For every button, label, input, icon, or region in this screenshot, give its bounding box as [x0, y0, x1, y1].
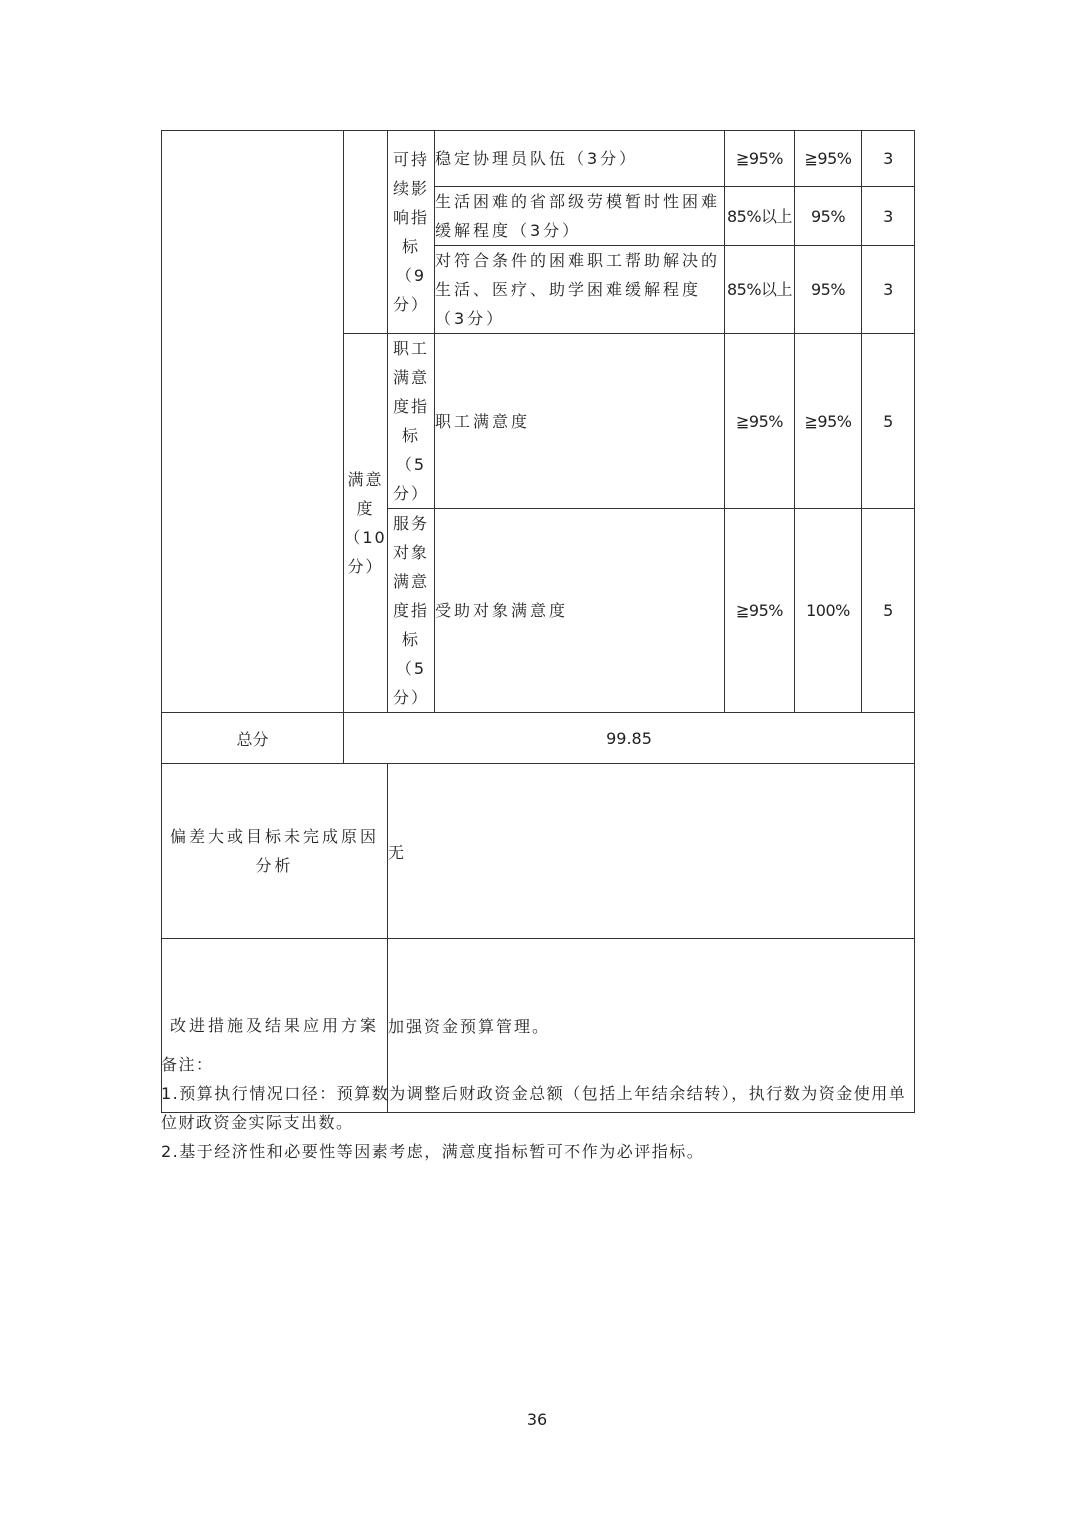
target-cell: 85%以上: [725, 246, 795, 334]
score-cell: 5: [862, 509, 915, 713]
score-cell: 3: [862, 246, 915, 334]
blank-cell: [344, 131, 388, 334]
deviation-value: 无: [388, 764, 915, 939]
notes: [161, 1050, 916, 1166]
total-value: 99.85: [344, 713, 915, 764]
blank-cell: [162, 131, 344, 713]
category-sustainable: 可持续影响指标（9分）: [388, 131, 435, 334]
indicator-cell: 生活困难的省部级劳模暂时性困难缓解程度（3分）: [435, 187, 725, 246]
page-number: 36: [526, 1410, 548, 1429]
category-satisfaction: 满意度（10分）: [344, 334, 388, 713]
total-label: 总分: [162, 713, 344, 764]
target-cell: 85%以上: [725, 187, 795, 246]
actual-cell: ≧95%: [795, 334, 862, 509]
actual-cell: 95%: [795, 246, 862, 334]
target-cell: ≧95%: [725, 131, 795, 187]
notes-title: 备注：: [161, 1055, 214, 1074]
deviation-label: 偏差大或目标未完成原因分析: [162, 764, 388, 939]
actual-cell: ≧95%: [795, 131, 862, 187]
improvement-value: 加强资金预算管理。: [388, 939, 915, 1113]
category-worker-satisfaction: 职工满意度指标（5分）: [388, 334, 435, 509]
note-line-1: 1.预算执行情况口径：预算数为调整后财政资金总额（包括上年结余结转），执行数为资金使用单位财政资金实际支出数。: [161, 1084, 907, 1132]
indicator-cell: 稳定协理员队伍（3分）: [435, 131, 725, 187]
actual-cell: 95%: [795, 187, 862, 246]
indicator-cell: 职工满意度: [435, 334, 725, 509]
note-line-2: 2.基于经济性和必要性等因素考虑，满意度指标暂可不作为必评指标。: [161, 1142, 705, 1161]
target-cell: ≧95%: [725, 334, 795, 509]
indicator-cell: 对符合条件的困难职工帮助解决的生活、医疗、助学困难缓解程度（3分）: [435, 246, 725, 334]
category-service-satisfaction: 服务对象满意度指标（5分）: [388, 509, 435, 713]
score-cell: 3: [862, 187, 915, 246]
score-cell: 3: [862, 131, 915, 187]
improvement-label: 改进措施及结果应用方案: [162, 939, 388, 1113]
actual-cell: 100%: [795, 509, 862, 713]
target-cell: ≧95%: [725, 509, 795, 713]
performance-table: [161, 130, 915, 1113]
indicator-cell: 受助对象满意度: [435, 509, 725, 713]
score-cell: 5: [862, 334, 915, 509]
